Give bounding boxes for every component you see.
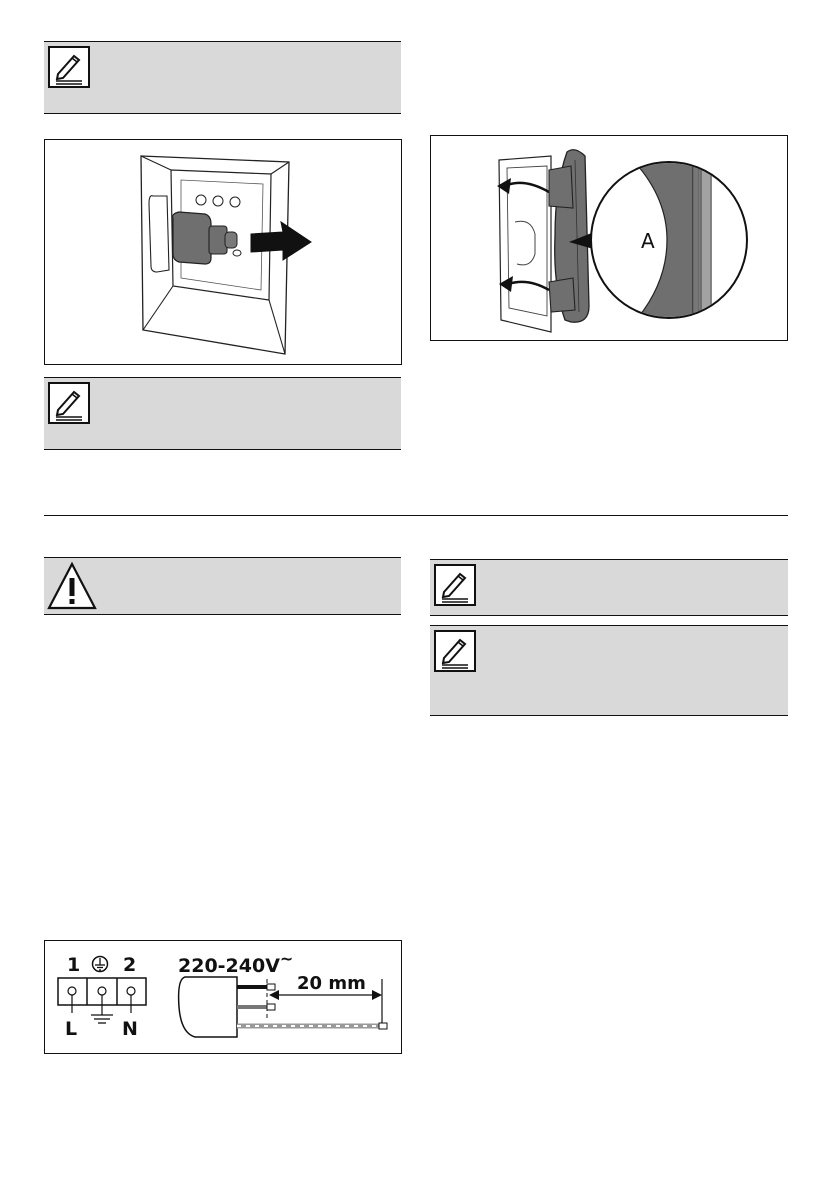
warning-box xyxy=(44,557,401,615)
lamp-bulb-illustration xyxy=(45,140,401,364)
label-n: N xyxy=(122,1018,138,1040)
callout-label-a: A xyxy=(641,229,655,253)
terminal-1-label: 1 xyxy=(67,954,81,976)
pencil-note-icon xyxy=(434,630,476,672)
note-box-top-left xyxy=(44,41,401,114)
label-l: L xyxy=(65,1018,78,1040)
note-box-middle-left xyxy=(44,377,401,450)
note-box-right-1 xyxy=(430,559,788,616)
voltage-label: 220-240V~ xyxy=(178,949,294,977)
pencil-note-icon xyxy=(434,564,476,606)
strip-length-label: 20 mm xyxy=(297,973,366,994)
wiring-illustration xyxy=(45,941,401,1053)
warning-triangle-icon xyxy=(46,560,98,612)
earth-symbol-icon xyxy=(93,957,108,972)
pencil-note-icon xyxy=(48,46,90,88)
lamp-cover-illustration xyxy=(431,136,787,340)
terminal-2-label: 2 xyxy=(123,954,137,976)
note-box-right-2 xyxy=(430,625,788,716)
pencil-note-icon xyxy=(48,382,90,424)
figure-lamp-cover-removal xyxy=(430,135,788,341)
figure-lamp-bulb-removal xyxy=(44,139,402,365)
figure-wiring-diagram xyxy=(44,940,402,1054)
section-divider xyxy=(44,515,788,516)
